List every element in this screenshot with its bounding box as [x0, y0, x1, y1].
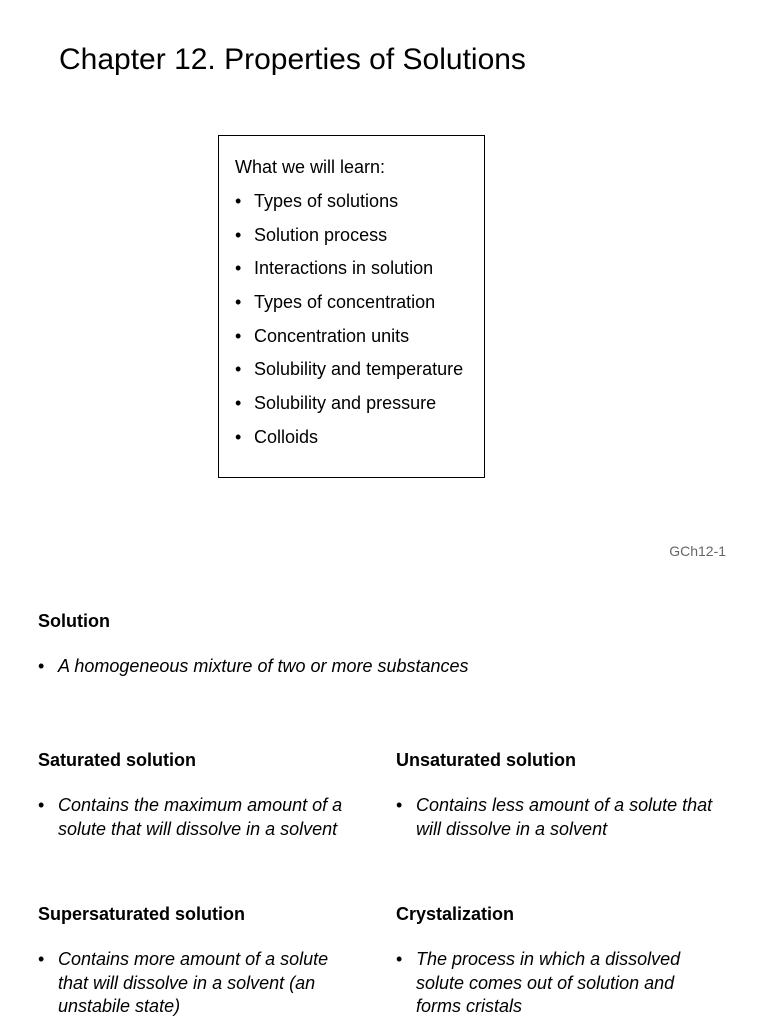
objective-item: • Concentration units	[235, 324, 463, 358]
bullet: •	[38, 795, 45, 815]
supersaturated-heading: Supersaturated solution	[38, 904, 246, 924]
crystalization-heading: Crystalization	[396, 904, 515, 924]
page-label: GCh12-1	[669, 543, 726, 559]
page-title: Chapter 12. Properties of Solutions	[59, 43, 526, 76]
objective-item: • Solution process	[235, 223, 463, 257]
objective-item: • Types of concentration	[235, 290, 463, 324]
unsaturated-definition	[396, 794, 716, 841]
saturated-definition-text: Contains the maximum amount of a solute that will dissolve in a solvent	[58, 795, 343, 839]
solution-definition	[38, 655, 558, 679]
crystalization-definition	[396, 948, 716, 1019]
crystalization-definition-text: The process in which a dissolved solute comes out of solution and forms cristals	[416, 949, 681, 1016]
bullet: •	[396, 795, 403, 815]
supersaturated-definition	[38, 948, 358, 1019]
saturated-definition	[38, 794, 348, 841]
learning-objectives-heading: What we will learn:	[235, 157, 386, 177]
unsaturated-heading: Unsaturated solution	[396, 750, 577, 770]
learning-objectives-box	[218, 135, 485, 478]
saturated-heading: Saturated solution	[38, 750, 197, 770]
supersaturated-definition-text: Contains more amount of a solute that will dissolve in a solvent (an unstabile state)	[58, 949, 329, 1016]
objective-item: • Solubility and temperature	[235, 357, 463, 391]
objective-item: • Colloids	[235, 425, 463, 459]
objective-item: • Solubility and pressure	[235, 391, 463, 425]
solution-heading: Solution	[38, 611, 110, 631]
learning-objectives-list	[235, 189, 463, 459]
objective-item: • Interactions in solution	[235, 256, 463, 290]
bullet: •	[396, 949, 403, 969]
unsaturated-definition-text: Contains less amount of a solute that will dissolve in a solvent	[416, 795, 713, 839]
bullet: •	[38, 949, 45, 969]
objective-item: • Types of solutions	[235, 189, 463, 223]
bullet: •	[38, 656, 45, 676]
solution-definition-text: A homogeneous mixture of two or more substances	[58, 656, 469, 676]
